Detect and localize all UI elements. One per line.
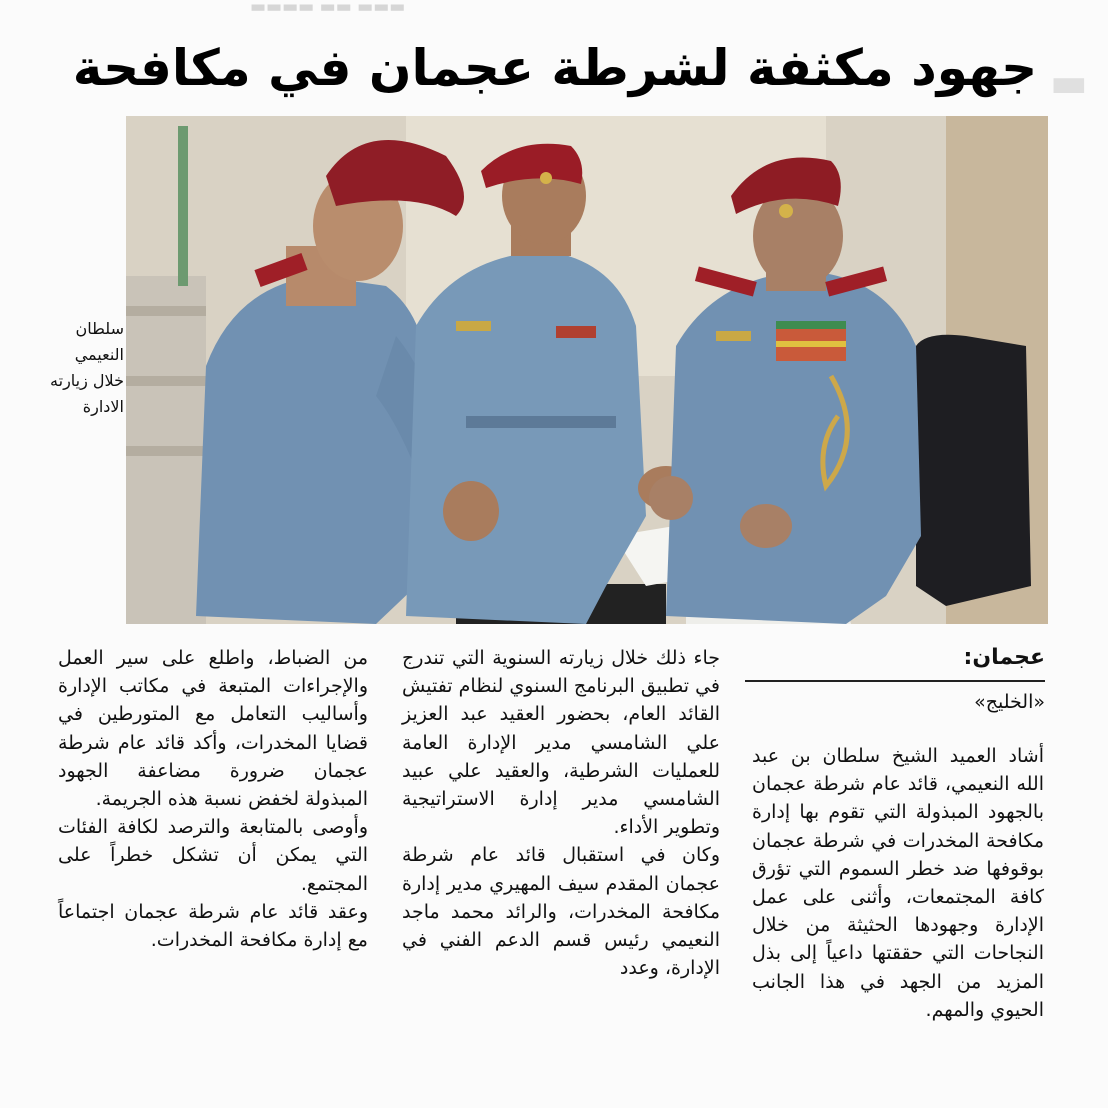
paragraph: من الضباط، واطلع على سير العمل والإجراءات المتبعة في مكاتب الإدارة وأساليب التعامل مع المتورطين في قضايا المخدرات، وأكد قائد عام شرطة عجمان ضرورة مضاعفة الجهود المبذولة لخفض نسبة هذه الجريمة. — [58, 647, 368, 811]
article-column-middle — [402, 644, 720, 982]
paragraph: أشاد العميد الشيخ سلطان بن عبد الله النعيمي، قائد عام شرطة عجمان بالجهود المبذولة التي تقوم بها إدارة مكافحة المخدرات في شرطة عجمان بوقوفها ضد خطر السموم التي تؤرق كافة المجتمعات، وأثنى على عمل الإدارة وجهودها الحثيثة من خلال النجاحات التي حققتها داعياً إلى بذل المزيد من الجهد في هذا الجانب الحيوي والمهم. — [752, 745, 1044, 1021]
bleed-through-text: ▬▬▬ ▬▬ ▬▬▬▬ — [250, 0, 406, 17]
photo-caption: سلطان النعيمي خلال زيارته الادارة — [50, 319, 124, 416]
article-column-left — [58, 644, 368, 954]
article-headline: جهود مكثفة لشرطة عجمان في مكافحة — [72, 39, 1038, 97]
paragraph: وعقد قائد عام شرطة عجمان اجتماعاً مع إدارة مكافحة المخدرات. — [58, 900, 368, 952]
paragraph: وأوصى بالمتابعة والترصد لكافة الفئات التي يمكن أن تشكل خطراً على المجتمع. — [58, 816, 368, 895]
dateline-rule — [745, 680, 1045, 682]
article-photo — [126, 116, 1048, 624]
bleed-through-text: ▬ — [1050, 60, 1088, 106]
article-column-right — [752, 742, 1044, 1024]
dateline: عجمان: — [963, 645, 1045, 670]
source-credit: «الخليج» — [974, 691, 1045, 713]
paragraph: وكان في استقبال قائد عام شرطة عجمان المقدم سيف المهيري مدير إدارة مكافحة المخدرات، والرائد محمد ماجد النعيمي رئيس قسم الدعم الفني في الإدارة، وعدد — [402, 844, 720, 980]
paragraph: جاء ذلك خلال زيارته السنوية التي تندرج في تطبيق البرنامج السنوي لنظام تفتيش القائد العام، بحضور العقيد عبد العزيز علي الشامسي مدير الإدارة العامة للعمليات الشرطية، والعقيد علي عبيد الشامسي مدير إدارة الاستراتيجية وتطوير الأداء. — [402, 647, 720, 839]
